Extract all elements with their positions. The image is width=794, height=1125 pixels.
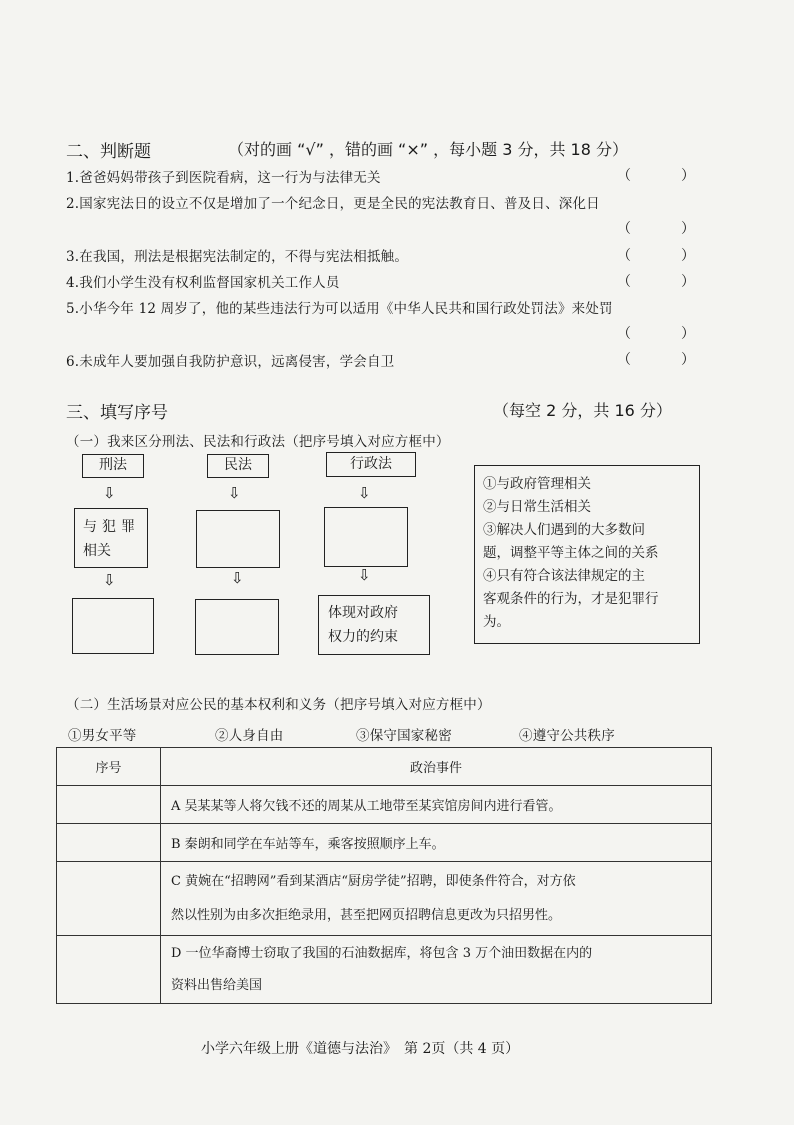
event-c-line2: 然以性别为由多次拒绝录用，甚至把网页招聘信息更改为只招男性。	[171, 907, 562, 923]
section3-title: 三、填写序号	[66, 403, 168, 423]
admin-law-box-2	[318, 595, 430, 655]
option-line: ③解决人们遇到的大多数问	[483, 522, 645, 538]
answer-cell-c[interactable]	[57, 862, 161, 936]
question-2: 2.国家宪法日的设立不仅是增加了一个纪念日，更是全民的宪法教育日、普及日、深化日	[66, 196, 600, 212]
choice-2: ②人身自由	[215, 728, 284, 744]
arrow-down-icon: ⇩	[358, 566, 371, 584]
arrow-down-icon: ⇩	[103, 484, 116, 502]
event-b: B 秦朗和同学在车站等车，乘客按照顺序上车。	[161, 824, 712, 862]
question-1: 1.爸爸妈妈带孩子到医院看病，这一行为与法律无关	[66, 170, 381, 186]
part2-instruction: （二）生活场景对应公民的基本权利和义务（把序号填入对应方框中）	[66, 697, 491, 713]
civil-law-box-2[interactable]	[195, 599, 279, 655]
table-header-row	[57, 748, 712, 786]
answer-paren-1[interactable]: （ ）	[617, 168, 695, 184]
answer-paren-6[interactable]: （ ）	[617, 352, 695, 368]
option-line: 为。	[483, 614, 510, 630]
part1-instruction: （一）我来区分刑法、民法和行政法（把序号填入对应方框中）	[66, 434, 450, 450]
header-admin-law: 行政法	[350, 456, 392, 472]
header-criminal-law: 刑法	[99, 457, 127, 473]
header-civil-law-box	[207, 454, 269, 478]
column-header-event: 政治事件	[161, 748, 712, 786]
event-d-line1: D 一位华裔博士窃取了我国的石油数据库，将包含 3 万个油田数据在内的	[171, 945, 593, 961]
options-box	[474, 465, 700, 644]
table-row	[57, 786, 712, 824]
answer-paren-4[interactable]: （ ）	[617, 274, 695, 290]
arrow-down-icon: ⇩	[103, 571, 116, 589]
option-line: 客观条件的行为，才是犯罪行	[483, 591, 659, 607]
choice-3: ③保守国家秘密	[356, 728, 452, 744]
event-a: A 吴某某等人将欠钱不还的周某从工地带至某宾馆房间内进行看管。	[161, 786, 712, 824]
question-3: 3.在我国，刑法是根据宪法制定的，不得与宪法相抵触。	[66, 249, 409, 265]
arrow-down-icon: ⇩	[358, 484, 371, 502]
question-4: 4.我们小学生没有权利监督国家机关工作人员	[66, 275, 340, 291]
arrow-down-icon: ⇩	[228, 484, 241, 502]
table-row	[57, 936, 712, 1004]
event-d-line2: 资料出售给美国	[171, 977, 263, 993]
header-admin-law-box	[326, 452, 416, 477]
admin-law-box-2-line2: 权力的约束	[328, 629, 398, 645]
answer-paren-2[interactable]: （ ）	[617, 221, 695, 237]
choice-1: ①男女平等	[68, 728, 137, 744]
table-row	[57, 824, 712, 862]
page-footer: 小学六年级上册《道德与法治》 第 2页（共 4 页）	[201, 1041, 520, 1057]
section3-note: （每空 2 分，共 16 分）	[493, 401, 672, 420]
section2-note: （对的画 “√” ，错的画 “×” ，每小题 3 分，共 18 分）	[228, 140, 628, 159]
choice-4: ④遵守公共秩序	[519, 728, 615, 744]
civil-law-box-1[interactable]	[196, 510, 280, 568]
option-line: ④只有符合该法律规定的主	[483, 568, 645, 584]
question-6: 6.未成年人要加强自我防护意识，远离侵害，学会自卫	[66, 354, 395, 370]
criminal-law-box-1-line1: 与犯罪	[83, 519, 140, 535]
events-table	[56, 747, 712, 1004]
option-line: ②与日常生活相关	[483, 499, 591, 515]
criminal-law-box-1	[74, 508, 148, 568]
answer-paren-5[interactable]: （ ）	[617, 326, 695, 342]
header-criminal-law-box	[82, 454, 144, 478]
event-c-line1: C 黄婉在“招聘网”看到某酒店“厨房学徒”招聘，即使条件符合，对方依	[171, 873, 576, 889]
answer-paren-3[interactable]: （ ）	[617, 248, 695, 264]
answer-cell-a[interactable]	[57, 786, 161, 824]
option-line: 题，调整平等主体之间的关系	[483, 545, 659, 561]
answer-cell-b[interactable]	[57, 824, 161, 862]
section2-title: 二、判断题	[66, 142, 151, 162]
question-5: 5.小华今年 12 周岁了，他的某些违法行为可以适用《中华人民共和国行政处罚法》来处罚	[66, 301, 613, 317]
admin-law-box-1[interactable]	[324, 507, 408, 567]
column-header-number: 序号	[57, 748, 161, 786]
criminal-law-box-1-line2: 相关	[83, 543, 111, 559]
arrow-down-icon: ⇩	[231, 569, 244, 587]
header-civil-law: 民法	[224, 457, 252, 473]
criminal-law-box-2[interactable]	[72, 598, 154, 654]
table-row	[57, 862, 712, 936]
admin-law-box-2-line1: 体现对政府	[328, 605, 398, 621]
option-line: ①与政府管理相关	[483, 476, 591, 492]
answer-cell-d[interactable]	[57, 936, 161, 1004]
